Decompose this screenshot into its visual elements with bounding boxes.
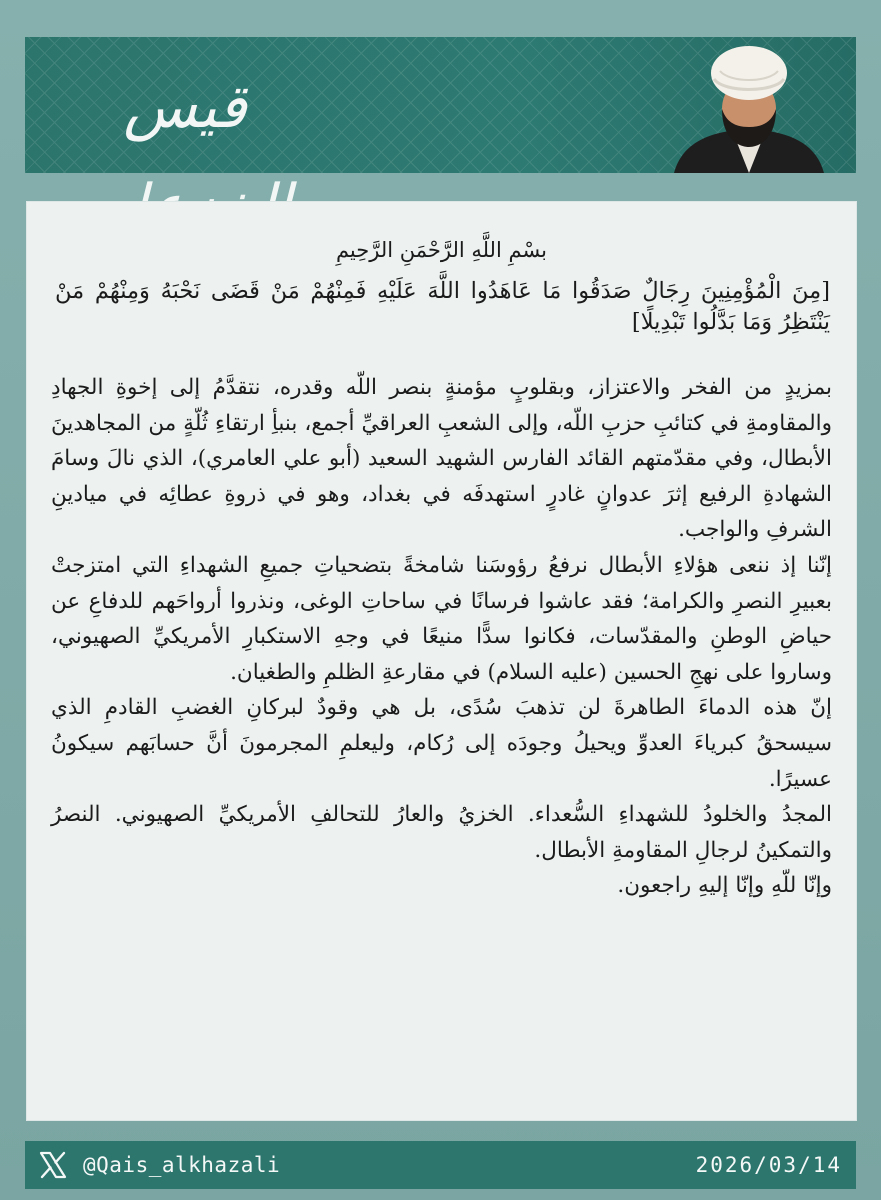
footer-bar [25, 1141, 856, 1189]
statement-body [51, 370, 832, 904]
portrait-image [664, 43, 834, 173]
paragraph-1: بمزيدٍ من الفخر والاعتزاز، وبقلوبٍ مؤمنةٍ بنصر اللّه وقدره، نتقدَّمُ إلى إخوةِ الجهادِ والمقاومةِ في كتائبِ حزبِ اللّه، وإلى الشعبِ العراقيِّ أجمع، بنبأِ ارتقاءِ ثُلّةٍ من المجاهدينَ الأبطال، وفي مقدّمتهم القائد الفارس الشهيد السعيد (أبو علي العامري)، الذي نالَ وسامَ الشهادةِ الرفيع إثرَ عدوانٍ غادرٍ استهدفَه في بغداد، وهو في ذروةِ عطائِه في ميادينِ الشرفِ والواجب. [51, 375, 832, 543]
post-date: 2026/03/14 [695, 1153, 842, 1177]
paragraph-2: إنّنا إذ ننعى هؤلاءِ الأبطال نرفعُ رؤوسَنا شامخةً بتضحياتِ جميعِ الشهداءِ التي امتزجتْ بعبيرِ النصرِ والكرامة؛ فقد عاشوا فرسانًا في ساحاتِ الوغى، ونذروا أرواحَهم للدفاعِ عن حياضِ الوطنِ والمقدّسات، فكانوا سدًّا منيعًا في وجهِ الاستكبارِ الأمريكيِّ الصهيوني، وساروا على نهجِ الحسين (عليه السلام) في مقارعةِ الظلمِ والطغيان. [51, 552, 832, 685]
calligraphy-logo: قيس [123, 72, 247, 142]
statement-card [26, 201, 857, 1121]
paragraph-5: وإنّا للّهِ وإنّا إليهِ راجعون. [617, 873, 832, 899]
social-handle[interactable]: @Qais_alkhazali [83, 1153, 281, 1177]
basmala: بسْمِ اللَّهِ الرَّحْمَنِ الرَّحِيمِ [335, 238, 548, 262]
x-logo-icon[interactable] [37, 1149, 69, 1181]
quran-verse: [مِنَ الْمُؤْمِنِينَ رِجَالٌ صَدَقُوا مَا عَاهَدُوا اللَّهَ عَلَيْهِ فَمِنْهُمْ مَنْ قَضَى نَحْبَهُ وَمِنْهُمْ مَنْ يَنْتَظِرُ وَمَا بَدَّلُوا تَبْدِيلًا] [55, 278, 830, 335]
paragraph-3: إنّ هذه الدماءَ الطاهرةَ لن تذهبَ سُدًى، بل هي وقودٌ لبركانِ الغضبِ القادمِ الذي سيسحقُ كبرياءَ العدوِّ ويحيلُ وجودَه إلى رُكام، وليعلمِ المجرمونَ أنَّ حسابَهم سيكونُ عسيرًا. [51, 695, 832, 792]
header-banner [25, 37, 856, 173]
paragraph-4: المجدُ والخلودُ للشهداءِ السُّعداء. الخزيُ والعارُ للتحالفِ الأمريكيِّ الصهيوني. النصرُ والتمكينُ لرجالِ المقاومةِ الأبطال. [51, 802, 832, 863]
